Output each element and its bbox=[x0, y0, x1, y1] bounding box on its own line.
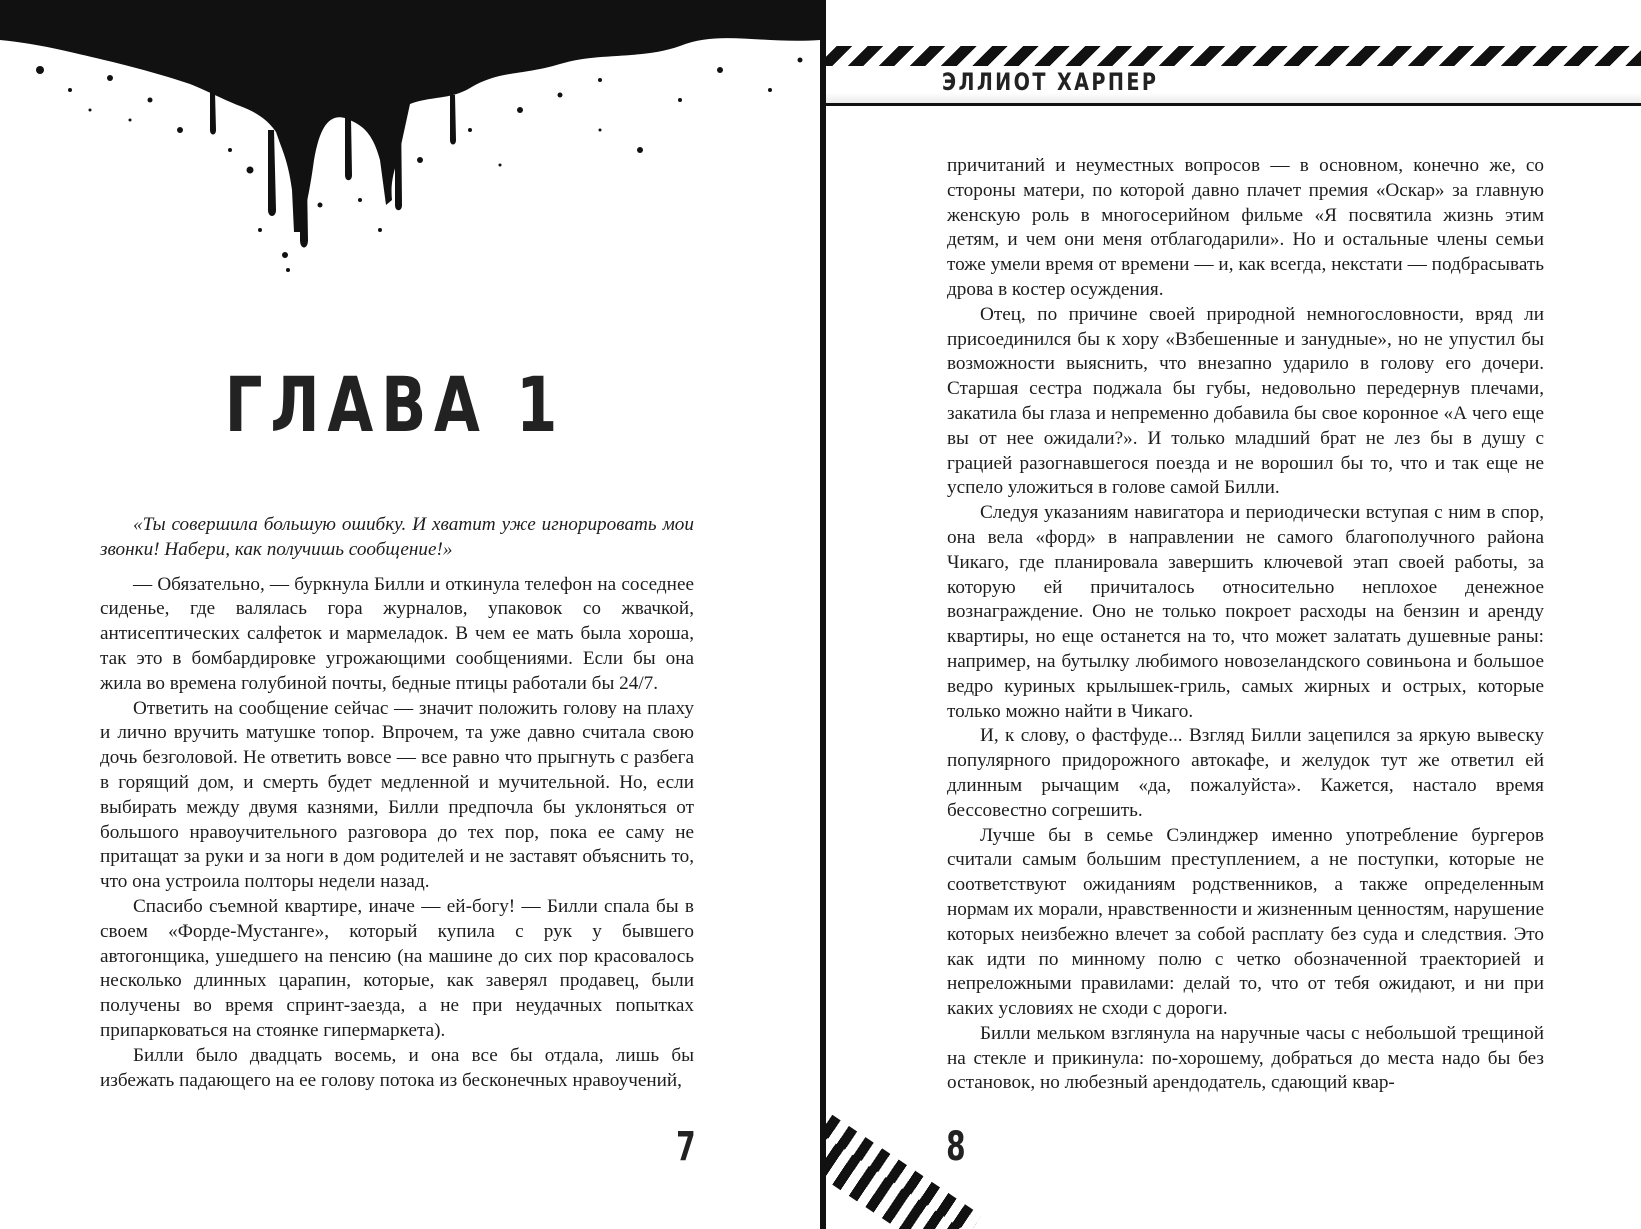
paragraph: Ответить на сообщение сейчас — значит положить голову на плаху и лично вручить матушке топор. Впрочем, та уже давно считала свою дочь безголовой. Не ответить вовсе — все равно что прыгнуть с разбега в горящий дом, и смерть будет медленной и мучительной. Но, если выбирать между двумя казнями, Билли предпочла бы уклоняться от большого нравоучительного разговора до тех пор, пока ее саму не притащат за руки и за ноги в дом родителей и не заставят объяснить то, что она устроила полторы недели назад. bbox=[100, 697, 694, 893]
page-number: 7 bbox=[676, 1124, 696, 1170]
chapter-title: ГЛАВА 1 bbox=[224, 360, 566, 449]
paragraph: Следуя указаниям навигатора и периодически вступая с ним в спор, она вела «форд» в направлении не самого благополучного района Чикаго, где планировала завершить ключевой этап своей работы, за которую ей причиталось относительно неплохое денежное вознаграждение. Оно не только покроет расходы на бензин и аренду квартиры, но еще останется на то, что может залатать душевные раны: например, на бутылку любимого новозеландского совиньона и большое ведро куриных крылышек-гриль, самых жирных и острых, которые только можно найти в Чикаго. bbox=[947, 502, 1544, 722]
left-page-body bbox=[100, 513, 694, 1093]
ink-splatter-art bbox=[0, 0, 820, 290]
paragraph: Билли мельком взглянула на наручные часы с небольшой трещиной на стекле и прикинула: по-хорошему, добраться до места надо бы без остановок, но любезный арендодатель, сдающий квар- bbox=[947, 1022, 1544, 1094]
left-page bbox=[0, 0, 820, 1229]
page-number: 8 bbox=[946, 1124, 966, 1170]
paragraph: — Обязательно, — буркнула Билли и откинула телефон на соседнее сиденье, где валялась гора журналов, упаковок со жвачкой, антисептических салфеток и мармеладок. В чем ее мать была хороша, так это в бомбардировке угрожающими сообщениями. Если бы она жила во времена голубиной почты, бедные птицы работали бы 24/7. bbox=[100, 573, 694, 694]
paragraph: Отец, по причине своей природной немногословности, вряд ли присоединился бы к хору «Взбешенные и занудные», но не упустил бы возможности выяснить, что внезапно ударило в голову его дочери. Старшая сестра поджала бы губы, недовольно передернув плечами, закатила бы глаза и непременно добавила бы свое коронное «А чего еще вы от нее ожидали?». И только младший брат не лез бы в душу с грацией разогнавшегося поезда и не ворошил бы то, что и так еще не успело уложиться в голове самой Билли. bbox=[947, 303, 1544, 499]
right-page bbox=[826, 0, 1641, 1229]
header-margin bbox=[826, 0, 1641, 46]
paragraph: И, к слову, о фастфуде... Взгляд Билли зацепился за яркую вывеску популярного придорожного автокафе, и желудок тут же ответил ей длинным рычащим «да, пожалуйста». Кажется, настало время бессовестно согрешить. bbox=[947, 725, 1544, 821]
paragraph: Спасибо съемной квартире, иначе — ей-богу! — Билли спала бы в своем «Форде-Мустанге», который купила с рук у бывшего автогонщика, ушедшего на пенсию (на машине до сих пор красовалось несколько длинных царапин, которые, как заверял продавец, были получены во время спринт-заезда, а не при неудачных попытках припарковаться на стоянке гипермаркета). bbox=[100, 895, 694, 1041]
paragraph: причитаний и неуместных вопросов — в основном, конечно же, со стороны матери, по которой давно плачет премия «Оскар» за главную женскую роль в многосерийном фильме «Я посвятила жизнь этим детям, и чем они меня отблагодарили». Но и остальные члены семьи тоже умели время от времени — и, как всегда, некстати — подбрасывать дрова в костер осуждения. bbox=[947, 155, 1544, 300]
hazard-stripe-header bbox=[826, 46, 1641, 66]
running-head-author: ЭЛЛИОТ ХАРПЕР bbox=[942, 68, 1159, 96]
epigraph: «Ты совершила большую ошибку. И хватит уже игнорировать мои звонки! Набери, как получишь сообщение!» bbox=[100, 514, 694, 560]
paragraph: Лучше бы в семье Сэлинджер именно употребление бургеров считали самым большим преступлением, а не поступки, которые не соответствуют ожиданиям родственников, а также определенным нормам их морали, нравственности и жизненным ценностям, нарушение которых неизбежно влечет за собой расплату без суда и следствия. Это как идти по минному полю с четко обозначенной траекторией и непреложными правилами: делай то, что от тебя ожидают, и ни при каких условиях не сходи с дороги. bbox=[947, 824, 1544, 1020]
paragraph: Билли было двадцать восемь, и она все бы отдала, лишь бы избежать падающего на ее голову потока из бесконечных нравоучений, bbox=[100, 1044, 694, 1091]
header-rule bbox=[826, 103, 1641, 106]
right-page-body bbox=[947, 154, 1544, 1096]
